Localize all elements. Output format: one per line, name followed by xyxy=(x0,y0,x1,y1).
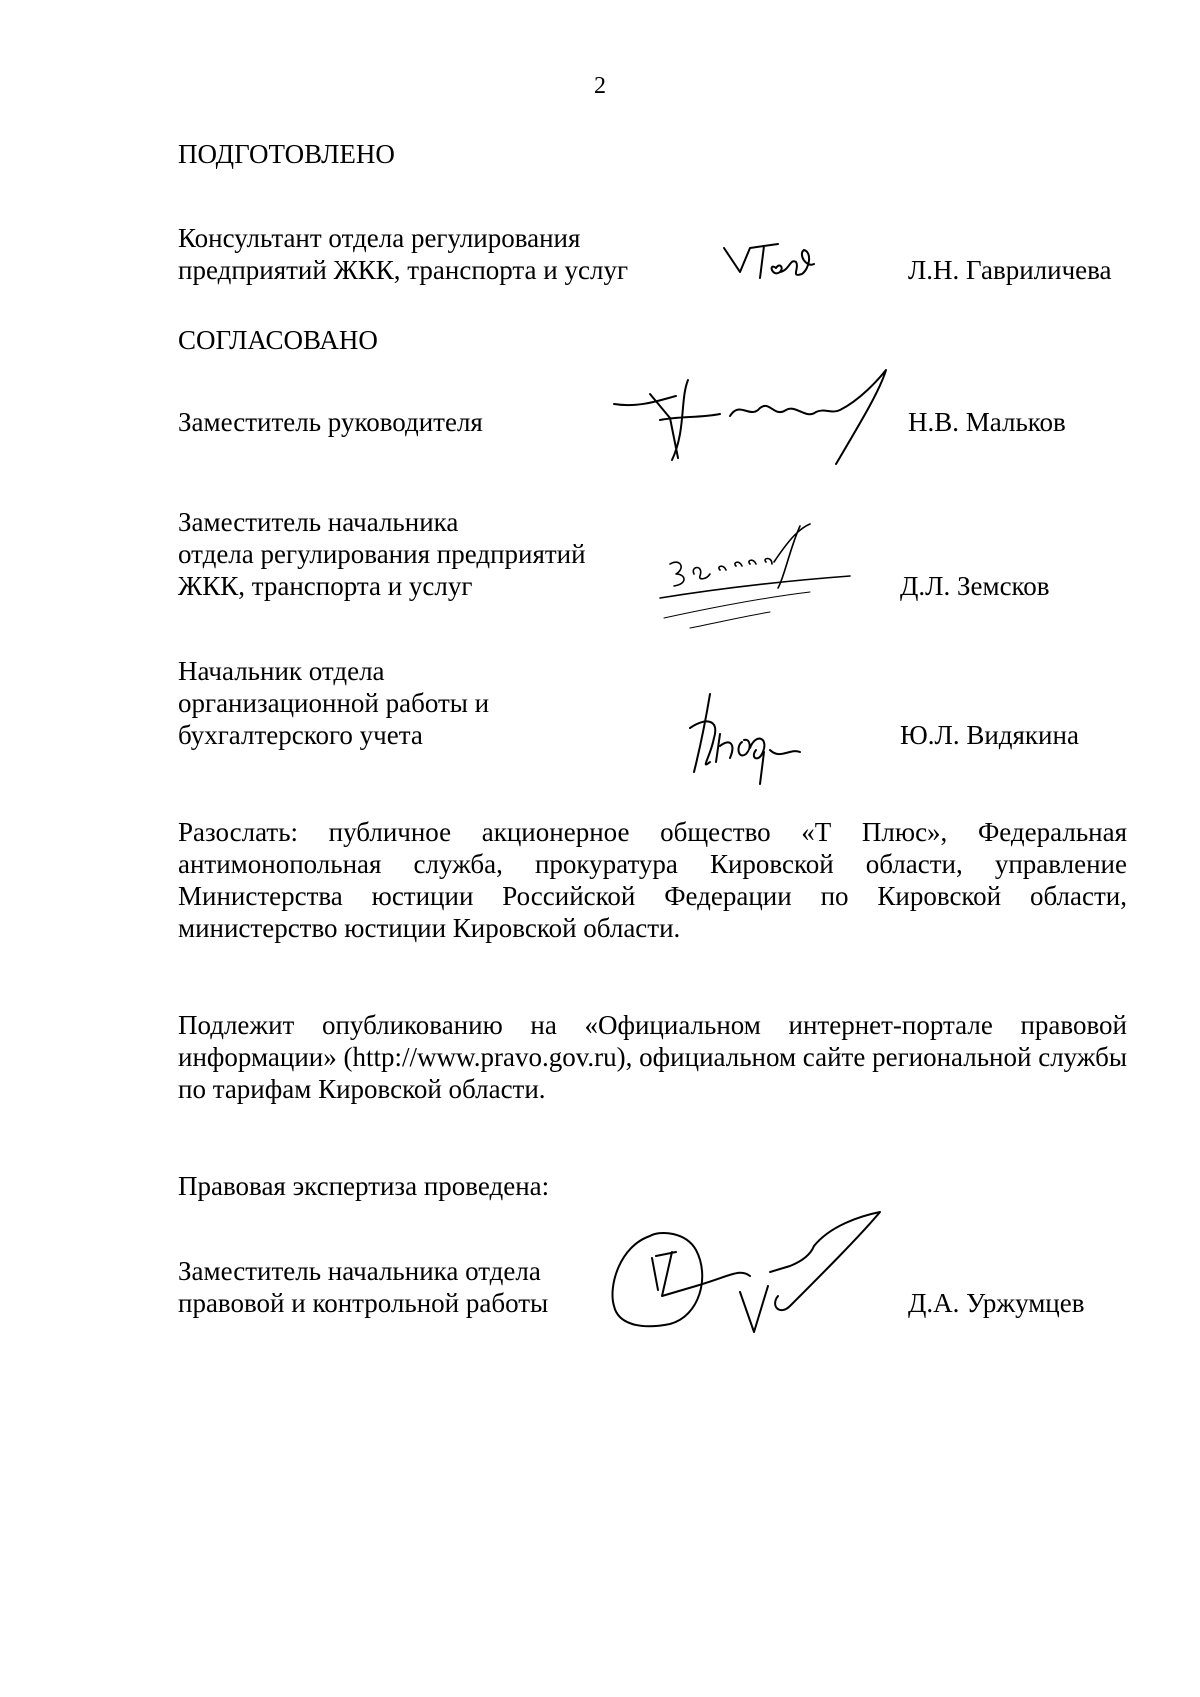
agreed-entry-3-position-line-3: бухгалтерского учета xyxy=(178,720,423,750)
prepared-position-line-1: Консультант отдела регулирования xyxy=(178,223,581,253)
agreed-entry-3-name: Ю.Л. Видякина xyxy=(900,720,1079,750)
legal-review-name: Д.А. Уржумцев xyxy=(908,1288,1085,1318)
agreed-entry-2-name: Д.Л. Земсков xyxy=(900,571,1050,601)
prepared-name: Л.Н. Гавриличева xyxy=(908,255,1112,285)
publication-paragraph: Подлежит опубликованию на «Официальном интернет-портале правовой информации» (http://www.pravo.gov.ru), официальном сайте региональной службы по тарифам Кировской области. xyxy=(178,1010,1127,1104)
legal-review-position-line-2: правовой и контрольной работы xyxy=(178,1288,549,1318)
legal-review-position-line-1: Заместитель начальника отдела xyxy=(178,1256,541,1286)
agreed-entry-3-position-line-1: Начальник отдела xyxy=(178,656,385,686)
agreed-entry-1-name: Н.В. Мальков xyxy=(908,407,1066,437)
agreed-entry-2-position-line-3: ЖКК, транспорта и услуг xyxy=(178,571,473,601)
agreed-entry-2-position-line-2: отдела регулирования предприятий xyxy=(178,539,586,569)
legal-review-heading: Правовая экспертиза проведена: xyxy=(178,1171,550,1201)
agreed-entry-3-position-line-2: организационной работы и xyxy=(178,688,490,718)
agreed-entry-2-position-line-1: Заместитель начальника xyxy=(178,507,459,537)
signature-vidyakina xyxy=(680,688,830,788)
signature-urzhumtsev xyxy=(600,1206,900,1346)
prepared-position-line-2: предприятий ЖКК, транспорта и услуг xyxy=(178,255,629,285)
prepared-heading: ПОДГОТОВЛЕНО xyxy=(178,139,395,169)
agreed-entry-1-position-line-1: Заместитель руководителя xyxy=(178,407,483,437)
signature-zemskov xyxy=(650,518,880,638)
signature-gavrilicheva xyxy=(720,238,830,298)
page-number: 2 xyxy=(594,73,606,99)
agreed-heading: СОГЛАСОВАНО xyxy=(178,325,378,355)
distribution-paragraph: Разослать: публичное акционерное общество «Т Плюс», Федеральная антимонопольная служба, прокуратура Кировской области, управление Министерства юстиции Российской Федерации по Кировской области, министерство юстиции Кировской области. xyxy=(178,817,1127,943)
signature-malkov xyxy=(610,360,900,470)
